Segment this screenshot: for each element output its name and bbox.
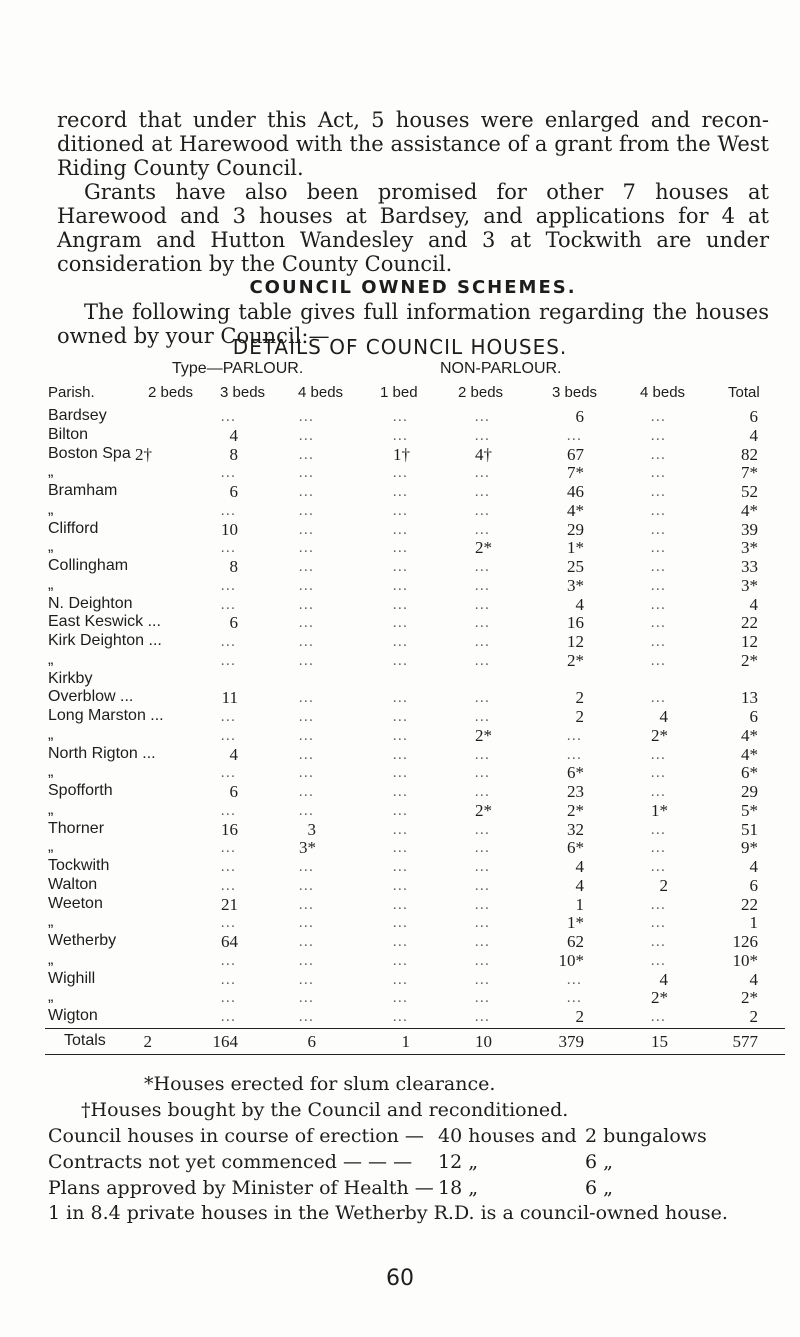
table-cell: 2* [475, 800, 492, 820]
leader-dots: ... [392, 578, 408, 594]
table-cell: 7* [567, 463, 584, 483]
leader-dots: ... [474, 597, 490, 613]
summary-houses: 12 „ [438, 1151, 479, 1173]
leader-dots: ... [298, 485, 314, 500]
row-parish: „ [48, 763, 54, 781]
leader-dots: ... [220, 972, 236, 988]
leader-dots: ... [392, 522, 408, 538]
row-parish: Wighill [48, 969, 96, 987]
leader-dots: ... [566, 747, 582, 763]
leader-dots: ... [298, 447, 314, 463]
leader-dots: ... [298, 972, 314, 988]
leader-dots: ... [474, 841, 490, 857]
table-cell: 126 [732, 932, 758, 951]
leader-dots: ... [392, 691, 408, 707]
leader-dots: ... [392, 916, 408, 932]
table-cell: 4† [475, 444, 492, 464]
totals-cell: 577 [732, 1031, 758, 1051]
row-parish: Collingham [48, 557, 129, 574]
leader-dots: ... [650, 691, 666, 707]
leader-dots: ... [650, 785, 666, 800]
table-cell: 1* [567, 913, 584, 933]
leader-dots: ... [298, 428, 314, 444]
row-parish: Wetherby [48, 932, 117, 949]
leader-dots: ... [298, 410, 314, 425]
summary-label: Council houses in course of erection — [48, 1125, 424, 1147]
leader-dots: ... [220, 541, 236, 557]
table-cell: 5* [741, 800, 758, 820]
leader-dots: ... [474, 822, 490, 838]
column-header: Parish. [48, 384, 95, 401]
leader-dots: ... [298, 953, 314, 969]
row-parish: „ [48, 838, 54, 856]
leader-dots: ... [392, 428, 408, 444]
leader-dots: ... [298, 522, 314, 538]
leader-dots: ... [474, 860, 490, 875]
leader-dots: ... [298, 560, 314, 575]
row-parish: Bramham [48, 482, 118, 499]
table-cell: 6 [575, 407, 584, 426]
leader-dots: ... [220, 860, 236, 875]
table-cell: 4 [229, 425, 238, 445]
leader-dots: ... [298, 897, 314, 913]
table-cell: 6 [229, 613, 238, 633]
table-cell: 4 [659, 969, 668, 989]
table-cell: 6 [229, 782, 238, 801]
leader-dots: ... [298, 691, 314, 707]
summary-bungalows: 2 bungalows [585, 1125, 707, 1147]
leader-dots: ... [220, 653, 236, 669]
leader-dots: ... [392, 860, 408, 875]
totals-cell: 10 [475, 1031, 492, 1051]
leader-dots: ... [566, 728, 582, 744]
table-cell: 62 [567, 932, 584, 951]
table-cell: 82 [741, 444, 758, 464]
table-cell: 2 [659, 875, 668, 895]
table-cell: 29 [741, 782, 758, 801]
table-cell: 22 [741, 894, 758, 914]
leader-dots: ... [650, 616, 666, 632]
leader-dots: ... [298, 991, 314, 1007]
footnote-asterisk: *Houses erected for slum clearance. [144, 1073, 496, 1095]
leader-dots: ... [474, 616, 490, 632]
table-cell: 33 [741, 557, 758, 576]
intro-paragraph-3: The following table gives full information regarding the houses owned by your Council:— [57, 300, 769, 348]
leader-dots: ... [392, 785, 408, 800]
table-cell: 10 [221, 519, 238, 539]
leader-dots: ... [392, 972, 408, 988]
leader-dots: ... [392, 653, 408, 669]
intro-paragraph-2: Grants have also been promised for other 7 houses at Harewood and 3 houses at Bardsey, and applications for 4 at Angram and Hutton Wandesley and 3 at Tockwith are under consideration by the County Council. [57, 180, 769, 276]
row-parish: „ [48, 988, 54, 1006]
table-cell: 4 [575, 857, 584, 876]
table-cell: 25 [567, 557, 584, 576]
totals-rule-bottom [45, 1054, 785, 1055]
leader-dots: ... [392, 410, 408, 425]
column-header: 2 beds [148, 384, 194, 401]
leader-dots: ... [392, 710, 408, 725]
table-cell: 21 [221, 894, 238, 914]
leader-dots: ... [474, 897, 490, 913]
table-cell: 8 [229, 444, 238, 464]
column-header: 3 beds [220, 384, 266, 401]
row-parish: Weeton [48, 894, 103, 912]
leader-dots: ... [650, 766, 666, 782]
table-cell: 2* [567, 800, 584, 820]
table-cell: 2 [749, 1007, 758, 1026]
leader-dots: ... [298, 766, 314, 782]
row-parish: Walton [48, 875, 98, 893]
leader-dots: ... [392, 597, 408, 613]
leader-dots: ... [220, 466, 236, 482]
leader-dots: ... [392, 935, 408, 950]
leader-dots: ... [474, 935, 490, 950]
type-parlour-label: Type—PARLOUR. [172, 360, 304, 377]
row-parish: Bilton [48, 425, 89, 443]
row-parish: N. Deighton [48, 594, 133, 612]
leader-dots: ... [220, 766, 236, 782]
table-cell: 3* [299, 838, 316, 858]
table-cell: 11 [221, 688, 238, 708]
leader-dots: ... [298, 860, 314, 875]
column-header: 4 beds [298, 384, 344, 401]
leader-dots: ... [392, 466, 408, 482]
leader-dots: ... [474, 972, 490, 988]
leader-dots: ... [650, 428, 666, 444]
table-cell: 12 [741, 632, 758, 651]
leader-dots: ... [474, 785, 490, 800]
leader-dots: ... [392, 747, 408, 763]
row-parish: „ [48, 913, 54, 931]
leader-dots: ... [474, 953, 490, 969]
column-header: 1 bed [380, 384, 418, 401]
leader-dots: ... [298, 578, 314, 594]
table-cell: 32 [567, 819, 584, 839]
totals-rule-top [45, 1028, 785, 1029]
leader-dots: ... [650, 1010, 666, 1025]
leader-dots: ... [298, 616, 314, 632]
leader-dots: ... [392, 803, 408, 819]
leader-dots: ... [392, 560, 408, 575]
table-cell: 6* [567, 763, 584, 783]
row-parish: „ [48, 575, 54, 593]
table-cell: 4* [741, 725, 758, 745]
leader-dots: ... [298, 1010, 314, 1025]
leader-dots: ... [474, 635, 490, 650]
leader-dots: ... [474, 710, 490, 725]
leader-dots: ... [220, 410, 236, 425]
leader-dots: ... [650, 597, 666, 613]
table-cell: 52 [741, 482, 758, 501]
row-parish: Overblow ... [48, 688, 134, 706]
row-parish: Clifford [48, 519, 99, 537]
table-cell: 2 [575, 1007, 584, 1026]
table-cell: 3 [307, 819, 316, 839]
leader-dots: ... [650, 503, 666, 519]
leader-dots: ... [650, 522, 666, 538]
leader-dots: ... [650, 485, 666, 500]
leader-dots: ... [298, 878, 314, 894]
leader-dots: ... [392, 635, 408, 650]
table-cell: 4 [749, 857, 758, 876]
leader-dots: ... [220, 803, 236, 819]
leader-dots: ... [474, 878, 490, 894]
table-cell: 4* [741, 744, 758, 764]
row-parish: „ [48, 950, 54, 968]
row-parish: Kirk Deighton ... [48, 632, 162, 649]
totals-label: Totals [64, 1031, 106, 1049]
table-cell: 2* [475, 538, 492, 558]
row-parish: Spofforth [48, 782, 113, 799]
leader-dots: ... [392, 728, 408, 744]
leader-dots: ... [220, 841, 236, 857]
leader-dots: ... [650, 860, 666, 875]
table-cell: 4 [749, 425, 758, 445]
leader-dots: ... [474, 410, 490, 425]
table-cell: 1 [749, 913, 758, 933]
table-cell: 1 [575, 894, 584, 914]
row-parish: „ [48, 725, 54, 743]
column-header: 4 beds [640, 384, 686, 401]
closing-line: 1 in 8.4 private houses in the Wetherby R.D. is a council-owned house. [48, 1202, 728, 1224]
table-cell: 1* [651, 800, 668, 820]
leader-dots: ... [650, 935, 666, 950]
table-cell: 10* [732, 950, 758, 970]
leader-dots: ... [220, 597, 236, 613]
leader-dots: ... [650, 447, 666, 463]
leader-dots: ... [298, 916, 314, 932]
leader-dots: ... [220, 953, 236, 969]
row-parish: „ [48, 538, 54, 556]
table-cell: 39 [741, 519, 758, 539]
leader-dots: ... [392, 991, 408, 1007]
table-cell: 6* [567, 838, 584, 858]
summary-bungalows: 6 „ [585, 1177, 613, 1199]
leader-dots: ... [298, 541, 314, 557]
table-cell: 4 [229, 744, 238, 764]
row-parish: „ [48, 650, 54, 668]
table-cell: 4 [575, 875, 584, 895]
leader-dots: ... [650, 560, 666, 575]
leader-dots: ... [220, 728, 236, 744]
footnote-dagger: †Houses bought by the Council and reconditioned. [81, 1099, 569, 1121]
leader-dots: ... [474, 428, 490, 444]
leader-dots: ... [220, 1010, 236, 1025]
leader-dots: ... [650, 410, 666, 425]
row-parish: Thorner [48, 819, 105, 837]
leader-dots: ... [566, 428, 582, 444]
totals-cell: 379 [558, 1031, 584, 1051]
table-title: DETAILS OF COUNCIL HOUSES. [232, 335, 568, 359]
leader-dots: ... [650, 916, 666, 932]
row-parish: East Keswick ... [48, 613, 161, 631]
leader-dots: ... [298, 597, 314, 613]
table-cell: 2* [651, 988, 668, 1008]
table-cell: 6 [749, 707, 758, 726]
leader-dots: ... [474, 503, 490, 519]
leader-dots: ... [474, 916, 490, 932]
row-parish: Kirkby [48, 669, 93, 687]
leader-dots: ... [474, 747, 490, 763]
leader-dots: ... [392, 897, 408, 913]
row-parish: North Rigton ... [48, 744, 156, 762]
leader-dots: ... [298, 503, 314, 519]
table-cell: 23 [567, 782, 584, 801]
leader-dots: ... [392, 1010, 408, 1025]
leader-dots: ... [392, 878, 408, 894]
column-header: 2 beds [458, 384, 504, 401]
leader-dots: ... [220, 710, 236, 725]
totals-cell: 164 [212, 1031, 238, 1051]
leader-dots: ... [474, 653, 490, 669]
leader-dots: ... [474, 522, 490, 538]
row-parish: „ [48, 463, 54, 481]
summary-houses: 18 „ [438, 1177, 479, 1199]
leader-dots: ... [298, 747, 314, 763]
leader-dots: ... [392, 541, 408, 557]
leader-dots: ... [474, 578, 490, 594]
table-cell: 6* [741, 763, 758, 783]
leader-dots: ... [220, 503, 236, 519]
table-cell: 3* [741, 575, 758, 595]
table-cell: 29 [567, 519, 584, 539]
leader-dots: ... [392, 485, 408, 500]
table-cell: 4* [567, 500, 584, 520]
leader-dots: ... [392, 503, 408, 519]
intro-paragraph-1: record that under this Act, 5 houses were enlarged and recon-ditioned at Harewood with the assistance of a grant from the West Riding County Council. [57, 108, 769, 180]
table-cell: 4 [575, 594, 584, 614]
table-cell: 2 [575, 688, 584, 708]
table-cell: 6 [229, 482, 238, 501]
totals-cell: 2 [143, 1031, 152, 1051]
leader-dots: ... [220, 578, 236, 594]
table-cell: 3* [741, 538, 758, 558]
row-parish: „ [48, 500, 54, 518]
table-cell: 16 [567, 613, 584, 633]
table-cell: 4 [749, 594, 758, 614]
row-parish: Wigton [48, 1007, 98, 1024]
table-cell: 2* [741, 988, 758, 1008]
intro-text [57, 108, 769, 348]
row-parish: Long Marston ... [48, 707, 164, 724]
table-cell: 9* [741, 838, 758, 858]
row-parish: Tockwith [48, 857, 110, 874]
table-cell: 4 [749, 969, 758, 989]
table-cell: 6 [749, 407, 758, 426]
leader-dots: ... [392, 616, 408, 632]
leader-dots: ... [298, 803, 314, 819]
summary-bungalows: 6 „ [585, 1151, 613, 1173]
leader-dots: ... [220, 991, 236, 1007]
row-parish: Bardsey [48, 407, 107, 424]
leader-dots: ... [650, 747, 666, 763]
table-cell: 67 [567, 444, 584, 464]
section-heading: COUNCIL OWNED SCHEMES. [249, 277, 577, 298]
row-parish: Boston Spa [48, 444, 131, 462]
summary-label: Plans approved by Minister of Health — [48, 1177, 434, 1199]
table-cell: 2 [575, 707, 584, 726]
table-cell: 12 [567, 632, 584, 651]
leader-dots: ... [566, 991, 582, 1007]
leader-dots: ... [474, 991, 490, 1007]
summary-label: Contracts not yet commenced — — — [48, 1151, 413, 1173]
leader-dots: ... [650, 466, 666, 482]
leader-dots: ... [650, 578, 666, 594]
column-header: Total [728, 384, 760, 401]
leader-dots: ... [392, 953, 408, 969]
table-cell: 4 [659, 707, 668, 726]
type-non-parlour-label: NON-PARLOUR. [440, 360, 562, 377]
leader-dots: ... [650, 897, 666, 913]
table-cell: 16 [221, 819, 238, 839]
leader-dots: ... [474, 1010, 490, 1025]
leader-dots: ... [650, 822, 666, 838]
table-cell: 7* [741, 463, 758, 483]
table-cell: 46 [567, 482, 584, 501]
leader-dots: ... [474, 485, 490, 500]
leader-dots: ... [474, 766, 490, 782]
summary-houses: 40 houses and [438, 1125, 577, 1147]
row-parish: „ [48, 800, 54, 818]
table-cell: 1* [567, 538, 584, 558]
leader-dots: ... [474, 691, 490, 707]
table-cell: 22 [741, 613, 758, 633]
leader-dots: ... [298, 728, 314, 744]
leader-dots: ... [220, 878, 236, 894]
leader-dots: ... [298, 635, 314, 650]
table-cell: 4* [741, 500, 758, 520]
table-cell: 2* [567, 650, 584, 670]
leader-dots: ... [298, 935, 314, 950]
leader-dots: ... [650, 635, 666, 650]
leader-dots: ... [650, 541, 666, 557]
leader-dots: ... [298, 466, 314, 482]
table-cell: 2* [475, 725, 492, 745]
leader-dots: ... [392, 766, 408, 782]
leader-dots: ... [298, 785, 314, 800]
table-cell: 10* [558, 950, 584, 970]
leader-dots: ... [566, 972, 582, 988]
table-cell: 6 [749, 875, 758, 895]
leader-dots: ... [220, 635, 236, 650]
totals-cell: 6 [307, 1031, 316, 1051]
totals-cell: 1 [401, 1031, 410, 1051]
table-cell: 64 [221, 932, 238, 951]
leader-dots: ... [392, 841, 408, 857]
leader-dots: ... [650, 953, 666, 969]
table-cell: 2* [741, 650, 758, 670]
table-cell: 2† [135, 444, 152, 464]
table-cell: 3* [567, 575, 584, 595]
leader-dots: ... [474, 560, 490, 575]
table-cell: 8 [229, 557, 238, 576]
leader-dots: ... [298, 653, 314, 669]
page-number: 60 [386, 1266, 414, 1291]
table-cell: 13 [741, 688, 758, 708]
leader-dots: ... [650, 841, 666, 857]
leader-dots: ... [474, 466, 490, 482]
table-cell: 2* [651, 725, 668, 745]
column-header: 3 beds [552, 384, 598, 401]
table-cell: 1† [393, 444, 410, 464]
totals-cell: 15 [651, 1031, 668, 1051]
leader-dots: ... [392, 822, 408, 838]
leader-dots: ... [298, 710, 314, 725]
leader-dots: ... [650, 653, 666, 669]
table-cell: 51 [741, 819, 758, 839]
leader-dots: ... [220, 916, 236, 932]
